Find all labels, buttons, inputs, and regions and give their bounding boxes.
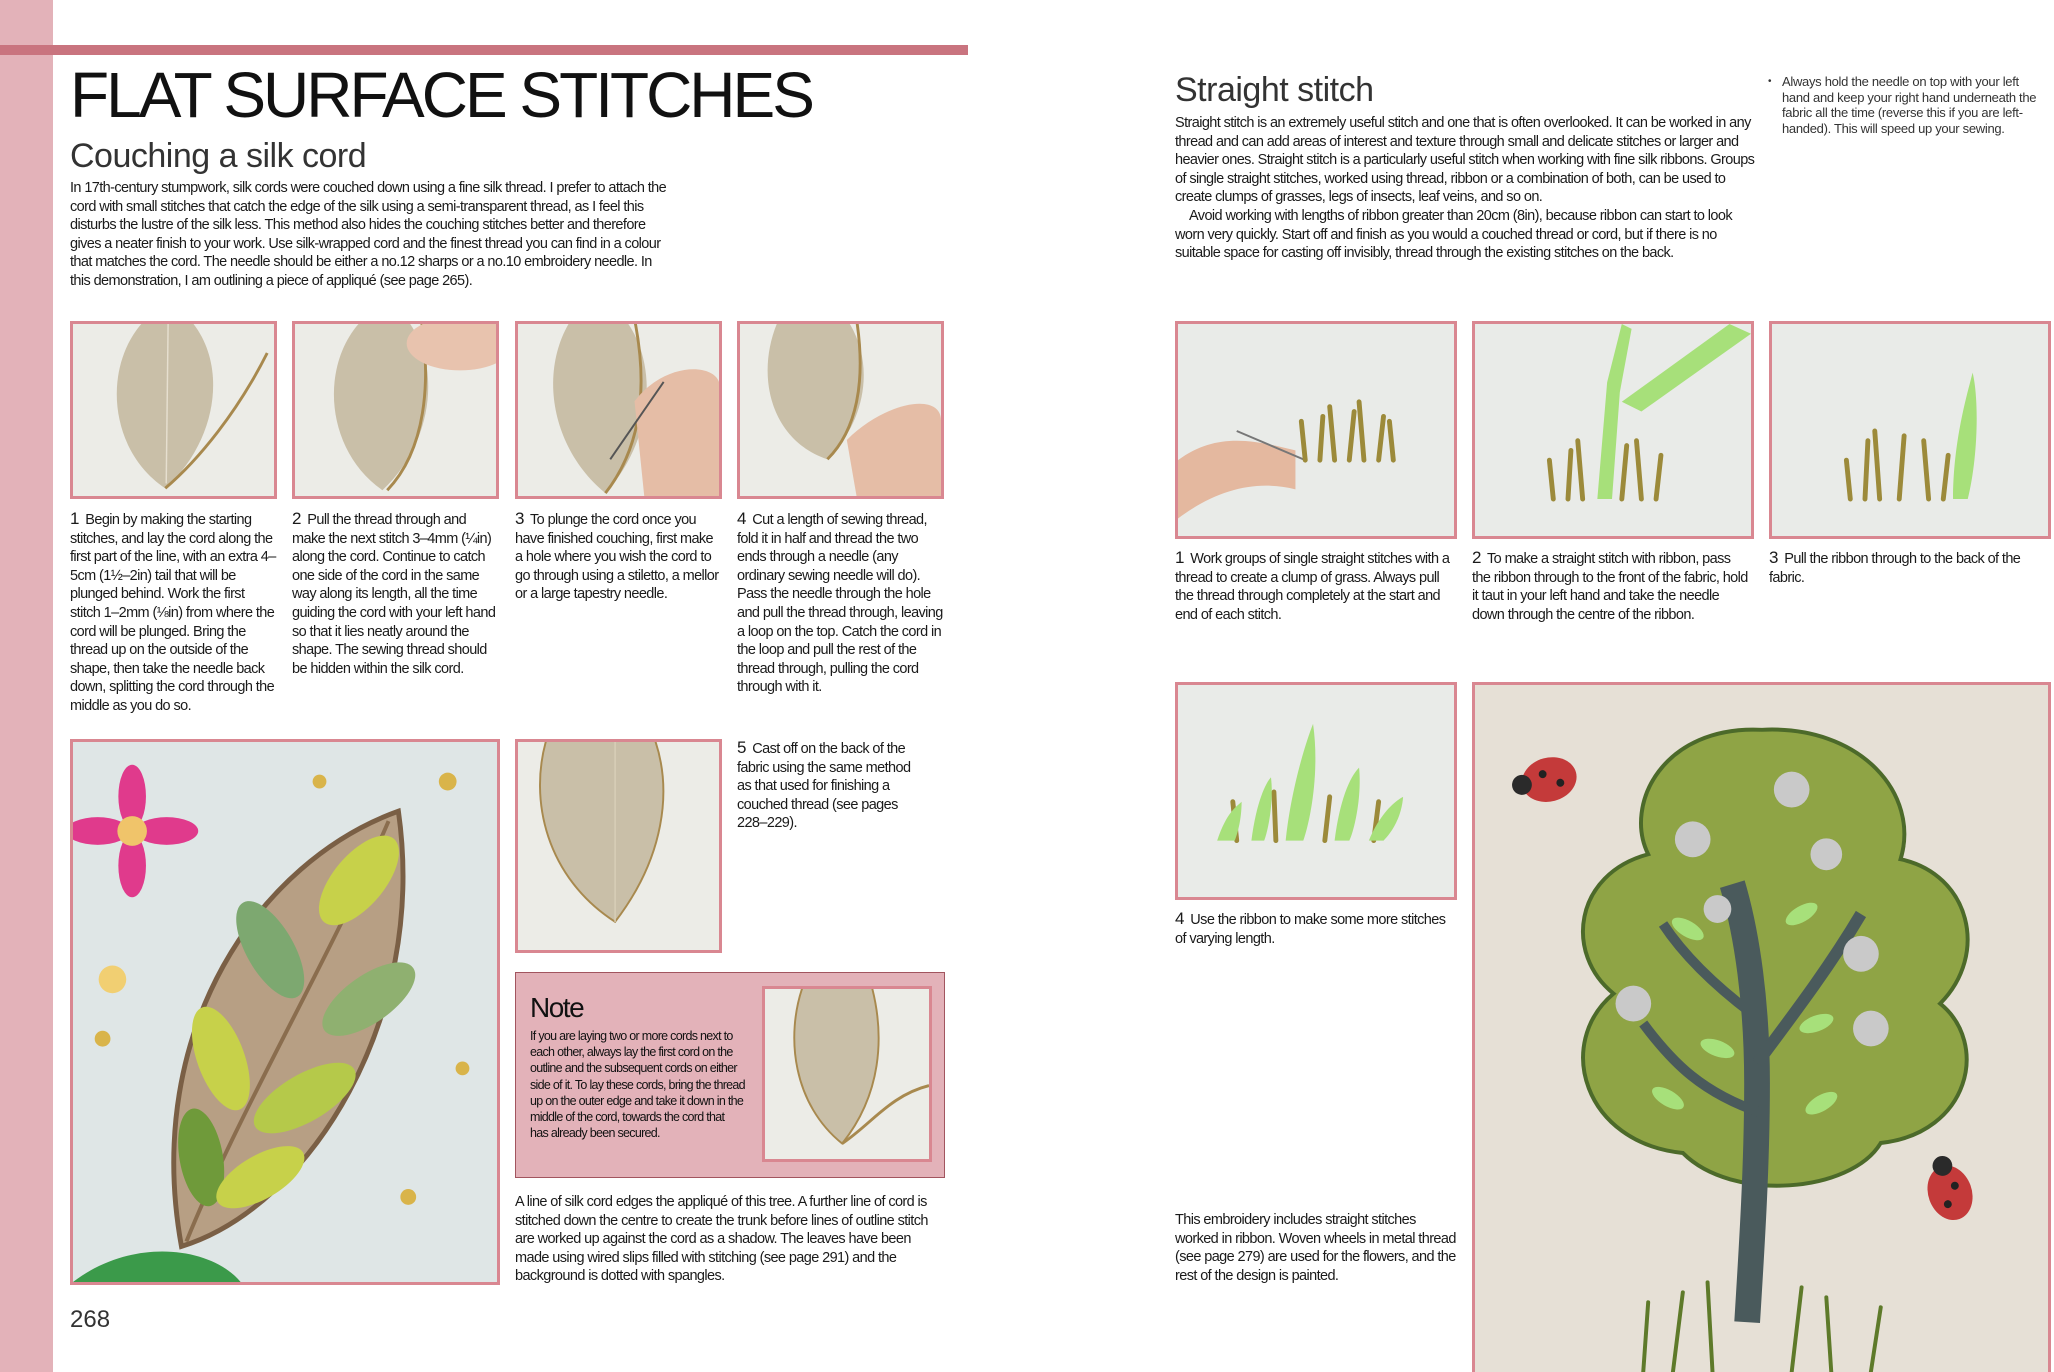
straight-step-2-photo [1472,321,1754,539]
section-title-straight-stitch: Straight stitch [1175,71,1374,109]
step-5-text: Cast off on the back of the fabric using the same method as that used for finishing a couched thread (see pages 228–229). [737,741,911,832]
step-2-number: 2 [292,509,301,528]
page-title: FLAT SURFACE STITCHES [70,59,812,131]
step-3-caption [515,510,722,604]
page-number: 268 [70,1306,111,1333]
leaf-embroidery-photo [70,739,500,1285]
straight-step-1-number: 1 [1175,548,1184,567]
straight-step-2-caption [1472,549,1752,624]
straight-step-1-photo [1175,321,1457,539]
step-3-photo [515,321,722,499]
straight-step-4-caption [1175,910,1455,948]
step-4-number: 4 [737,509,746,528]
tree-embroidery-caption: This embroidery includes straight stitches worked in ribbon. Woven wheels in metal thread (see page 279) are used for the flowers, and the rest of the design is painted. [1175,1212,1456,1284]
straight-stitch-intro [1175,114,1755,263]
straight-step-3-number: 3 [1769,548,1778,567]
straight-step-2-text: To make a straight stitch with ribbon, pass the ribbon through to the front of the fabric, hold it taut in your left hand and take the needle down through the centre of the ribbon. [1472,551,1748,623]
step-2-photo [292,321,499,499]
straight-step-4-photo [1175,682,1457,900]
tree-embroidery-photo [1472,682,2051,1372]
header-rule [0,45,968,55]
note-text: If you are laying two or more cords next to each other, always lay the first cord on the outline and the subsequent cords on either side of it. To lay these cords, bring the thread up on the outer edge and take it down in the middle of the cord, towards the cord that has already been secured. [530,1029,745,1141]
step-3-number: 3 [515,509,524,528]
step-4-photo [737,321,944,499]
intro-paragraph-1: Straight stitch is an extremely useful stitch and one that is often overlooked. It can be worked in any thread and can add areas of interest and texture through small and delicate stitches or larger and heavier ones. Straight stitch is a particularly useful stitch when working with fine silk ribbons. Groups of single straight stitches, worked using thread, ribbon or a combination of both, can be used to create clumps of grasses, legs of insects, leaf veins, and so on. [1175,115,1755,206]
intro-paragraph-2: Avoid working with lengths of ribbon greater than 20cm (8in), because ribbon can start to look worn very quickly. Start off and finish as you would a couched thread or cord, but if there is no suitable space for casting off invisibly, thread through the existing stitches on the back. [1175,207,1733,262]
step-4-caption [737,510,944,697]
tip-text: Always hold the needle on top with your left hand and keep your right hand underneath the fabric all the time (reverse this if you are left-handed). This will speed up your sewing. [1782,74,2037,136]
step-1-text: Begin by making the starting stitches, and lay the cord along the first part of the line, with an extra 4–5cm (1½–2in) tail that will be plunged behind. Work the first stitch 1–2mm (⅛in) from where the cord will be plunged. Bring the thread up on the outside of the shape, then take the needle back down, splitting the cord through the middle as you do so. [70,512,276,714]
step-1-photo [70,321,277,499]
note-photo [762,986,932,1162]
step-1-caption [70,510,277,716]
section-title-couching: Couching a silk cord [70,137,367,175]
straight-step-2-number: 2 [1472,548,1481,567]
straight-step-4-text: Use the ribbon to make some more stitches of varying length. [1175,912,1446,947]
step-2-caption [292,510,499,678]
straight-step-3-photo [1769,321,2051,539]
leaf-photo-caption: A line of silk cord edges the appliqué of this tree. A further line of cord is stitched down the centre to create the trunk before lines of outline stitch are worked up against the cord as a shadow. The leaves have been made using wired slips filled with stitching (see page 291) and the background is dotted with spangles. [515,1194,928,1285]
step-2-text: Pull the thread through and make the next stitch 3–4mm (¼in) along the cord. Continue to catch one side of the cord in the same way along its length, all the time guiding the cord with your left hand so that it lies neatly around the shape. The sewing thread should be hidden within the silk cord. [292,512,496,677]
step-5-caption [737,739,927,833]
tip-item [1768,74,2046,136]
step-5-photo [515,739,722,953]
straight-step-3-text: Pull the ribbon through to the back of the fabric. [1769,551,2021,586]
note-title: Note [530,992,584,1023]
step-4-text: Cut a length of sewing thread, fold it in half and thread the two ends through a needle (any ordinary sewing needle will do). Pass the needle through the hole and pull the thread through, leaving a loop on the top. Catch the cord in the loop and pull the rest of the thread through, pulling the cord through with it. [737,512,943,696]
step-3-text: To plunge the cord once you have finished couching, first make a hole where you wish the cord to go through using a stiletto, a mellor or a large tapestry needle. [515,512,719,603]
straight-step-1-caption [1175,549,1455,624]
straight-step-4-number: 4 [1175,909,1184,928]
straight-step-1-text: Work groups of single straight stitches with a thread to create a clump of grass. Always pull the thread through completely at the start and end of each stitch. [1175,551,1450,623]
straight-step-3-caption [1769,549,2049,587]
page-spine-band [0,0,53,1372]
couching-intro: In 17th-century stumpwork, silk cords were couched down using a fine silk thread. I prefer to attach the cord with small stitches that catch the edge of the silk using a semi-transparent thread, as I feel this disturbs the lustre of the silk less. This method also hides the couching stitches better and therefore gives a neater finish to your work. Use silk-wrapped cord and the finest thread you can find in a colour that matches the cord. The needle should be either a no.12 sharps or a no.10 embroidery needle. In this demonstration, I am outlining a piece of appliqué (see page 265). [70,180,667,289]
tip-bullet-icon: • [1768,76,1772,87]
step-1-number: 1 [70,509,79,528]
step-5-number: 5 [737,738,746,757]
